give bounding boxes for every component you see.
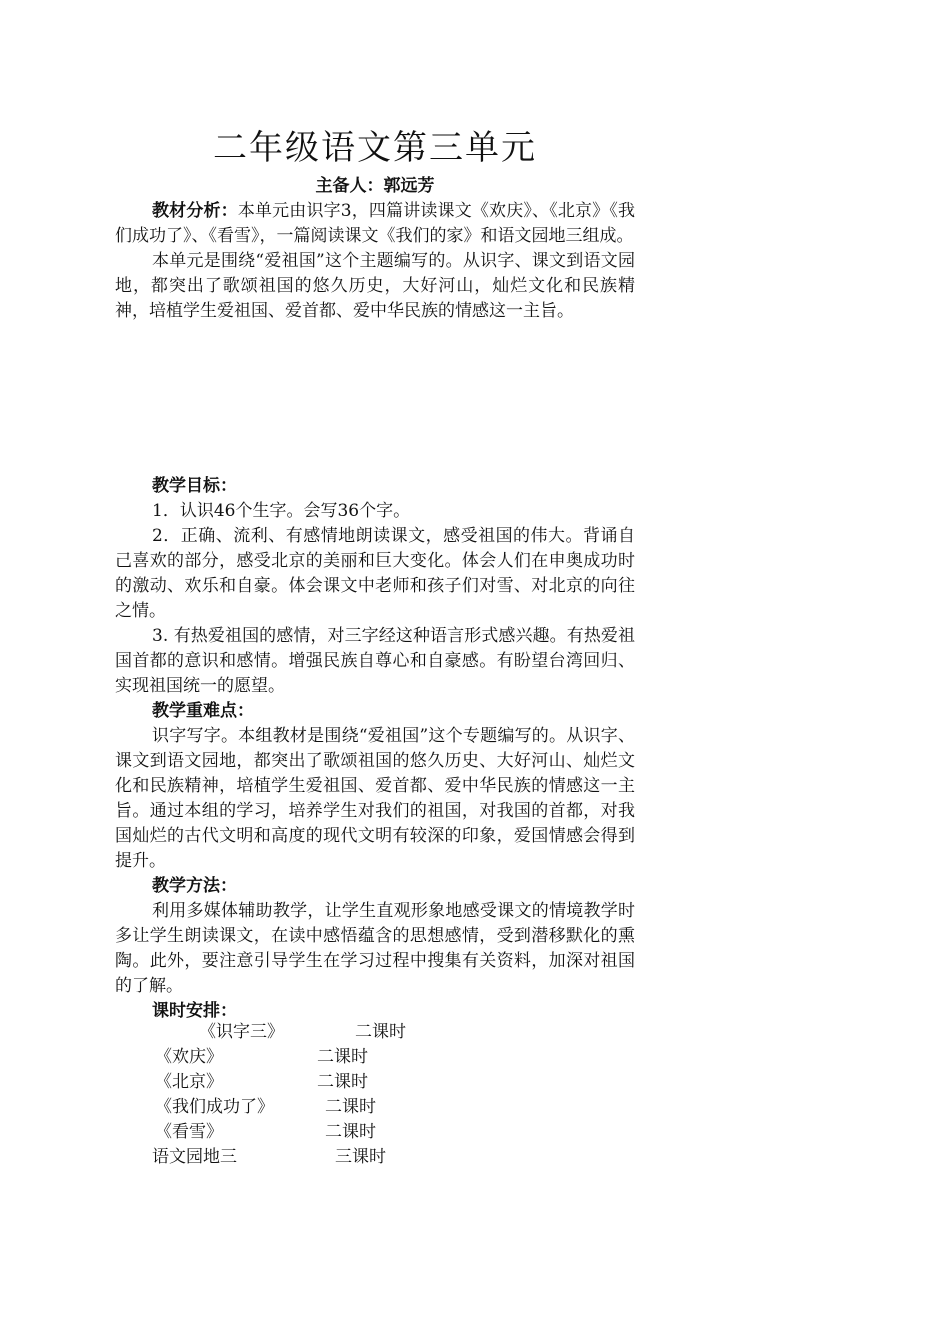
analysis-paragraph [115,199,635,249]
author-line: 主备人：郭远芳 [315,176,435,196]
schedule-hours: 二课时 [355,1022,406,1042]
schedule-hours: 二课时 [317,1072,368,1092]
methods-heading: 教学方法： [152,876,237,896]
schedule-row [115,1070,635,1095]
analysis-label: 教材分析： [152,201,238,221]
goals-heading: 教学目标： [152,476,237,496]
document-title: 二年级语文第三单元 [213,128,537,168]
methods-text: 利用多媒体辅助教学，让学生直观形象地感受课文的情境教学时多让学生朗读课文，在读中感悟蕴含的思想感情，受到潜移默化的熏陶。此外，要注意引导学生在学习过程中搜集有关资料，加深对祖国的了解。 [115,901,635,996]
key-points-text: 识字写字。本组教材是围绕“爱祖国”这个专题编写的。从识字、课文到语文园地，都突出了歌颂祖国的悠久历史、大好河山、灿烂文化和民族精神，培植学生爱祖国、爱首都、爱中华民族的情感这一主旨。通过本组的学习，培养学生对我们的祖国，对我国的首都，对我国灿烂的古代文明和高度的现代文明有较深的印象，爱国情感会得到提升。 [115,726,635,871]
analysis-paragraph-2: 本单元是围绕“爱祖国”这个主题编写的。从识字、课文到语文园地，都突出了歌颂祖国的悠久历史，大好河山，灿烂文化和民族精神，培植学生爱祖国、爱首都、爱中华民族的情感这一主旨。 [115,251,635,321]
analysis-text: 本单元由识字3，四篇讲读课文《欢庆》、《北京》《我们成功了》、《看雪》，一篇阅读课文《我们的家》和语文园地三组成。 [115,201,635,246]
key-points-heading: 教学重难点： [152,701,254,721]
schedule-row [115,1020,635,1045]
schedule-hours: 三课时 [335,1147,386,1167]
goal-item-1: 1．认识46个生字。会写36个字。 [152,501,411,521]
schedule-row [115,1120,635,1145]
schedule-hours: 二课时 [317,1047,368,1067]
schedule-hours: 二课时 [325,1097,376,1117]
schedule-table [115,1020,635,1170]
schedule-hours: 二课时 [325,1122,376,1142]
schedule-lesson: 语文园地三 [152,1147,237,1167]
goal-item-2: 2．正确、流利、有感情地朗读课文，感受祖国的伟大。背诵自己喜欢的部分，感受北京的美丽和巨大变化。体会人们在申奥成功时的激动、欢乐和自豪。体会课文中老师和孩子们对雪、对北京的向往之情。 [115,526,635,621]
goals-section [115,474,635,1024]
schedule-lesson: 《欢庆》 [155,1047,223,1067]
goal-item-3: 3. 有热爱祖国的感情，对三字经这种语言形式感兴趣。有热爱祖国首都的意识和感情。增强民族自尊心和自豪感。有盼望台湾回归、实现祖国统一的愿望。 [115,626,635,696]
schedule-lesson: 《北京》 [155,1072,223,1092]
schedule-row [115,1095,635,1120]
schedule-row [115,1045,635,1070]
schedule-heading: 课时安排： [152,1001,237,1021]
schedule-lesson: 《看雪》 [155,1122,223,1142]
schedule-lesson: 《我们成功了》 [155,1097,274,1117]
analysis-section [115,199,635,324]
schedule-lesson: 《识字三》 [199,1022,284,1042]
schedule-row [115,1145,635,1170]
